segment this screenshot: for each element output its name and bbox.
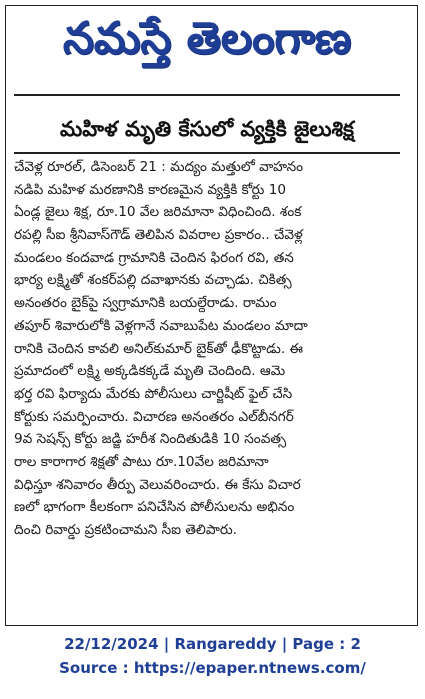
article-line: 9వ సెషన్స్ కోర్టు జడ్జి హరీశ నిందితుడికి 10 సంవత్స — [14, 431, 287, 448]
article-line: మండలం కందవాడ గ్రామానికి చెందిన ఫిరంగ రవి, తన — [14, 249, 294, 266]
article-line: ణలో భాగంగా కీలకంగా పనిచేసిన పోలీసులను అభినం — [14, 499, 295, 516]
article-line: దించి రివార్డు ప్రకటించామని సీఐ తెలిపారు. — [14, 522, 237, 538]
article-line: విధిస్తూ శనివారం తీర్పు వెలువరించారు. ఈ కేసు విచార — [14, 476, 301, 493]
article-line: కోర్టుకు సమర్పించారు. విచారణ అనంతరం ఎల్‌బీనగర్ — [14, 408, 294, 425]
newspaper-masthead: నమస్తే తెలంగాణ — [62, 13, 352, 64]
article-line: భార్య లక్ష్మితో శంకర్‌పల్లి దవాఖానకు వచ్చాడు. చికిత్స — [14, 272, 292, 289]
article-line: తపూర్ శివారులోకి వెళ్లగానే నవాబుపేట మండలం మాదా — [14, 317, 308, 334]
article-line: అనంతరం బైక్‌పై స్వగ్రామానికి బయల్దేరాడు. రామం — [14, 295, 277, 312]
article-headline: మహిళ మృతి కేసులో వ్యక్తికి జైలుశిక్ష — [60, 117, 354, 141]
article-line: రపల్లి సీఐ శ్రీనివాస్‌గౌడ్ తెలిపిన వివరాల ప్రకారం.. చేవెళ్ల — [14, 227, 303, 244]
article-line: చేవెళ్ల రూరల్, డిసెంబర్ 21 : మద్యం మత్తులో వాహనం — [14, 159, 304, 175]
edition-info: 22/12/2024 | Rangareddy | Page : 2 — [64, 635, 361, 653]
article-line: రానికి చెందిన కావలి అనిల్‌కుమార్ బైక్‌తో ఢీకొట్టాడు. ఈ — [14, 340, 304, 357]
source-credit: Source : https://epaper.ntnews.com/ — [59, 659, 366, 677]
article-line: రాల కారాగార శిక్షతో పాటు రూ.10వేల జరిమానా — [14, 453, 269, 470]
article-line: ప్రమాదంలో లక్ష్మి అక్కడికక్కడే మృతి చెందింది. ఆమె — [14, 363, 286, 380]
headline-bottom-rule — [14, 152, 400, 154]
article-line: భర్త రవి ఫిర్యాదు మేరకు పోలీసులు చార్జిషీట్ ఫైల్ చేసి — [14, 385, 293, 402]
article-line: ఏండ్ల జైలు శిక్ష, రూ.10 వేల జరిమానా విధించింది. శంక — [14, 204, 302, 221]
headline-top-rule — [14, 94, 400, 96]
article-body — [14, 156, 404, 614]
article-line: నడిపి మహిళ మరణానికి కారణమైన వ్యక్తికి కోర్టు 10 — [14, 181, 286, 198]
